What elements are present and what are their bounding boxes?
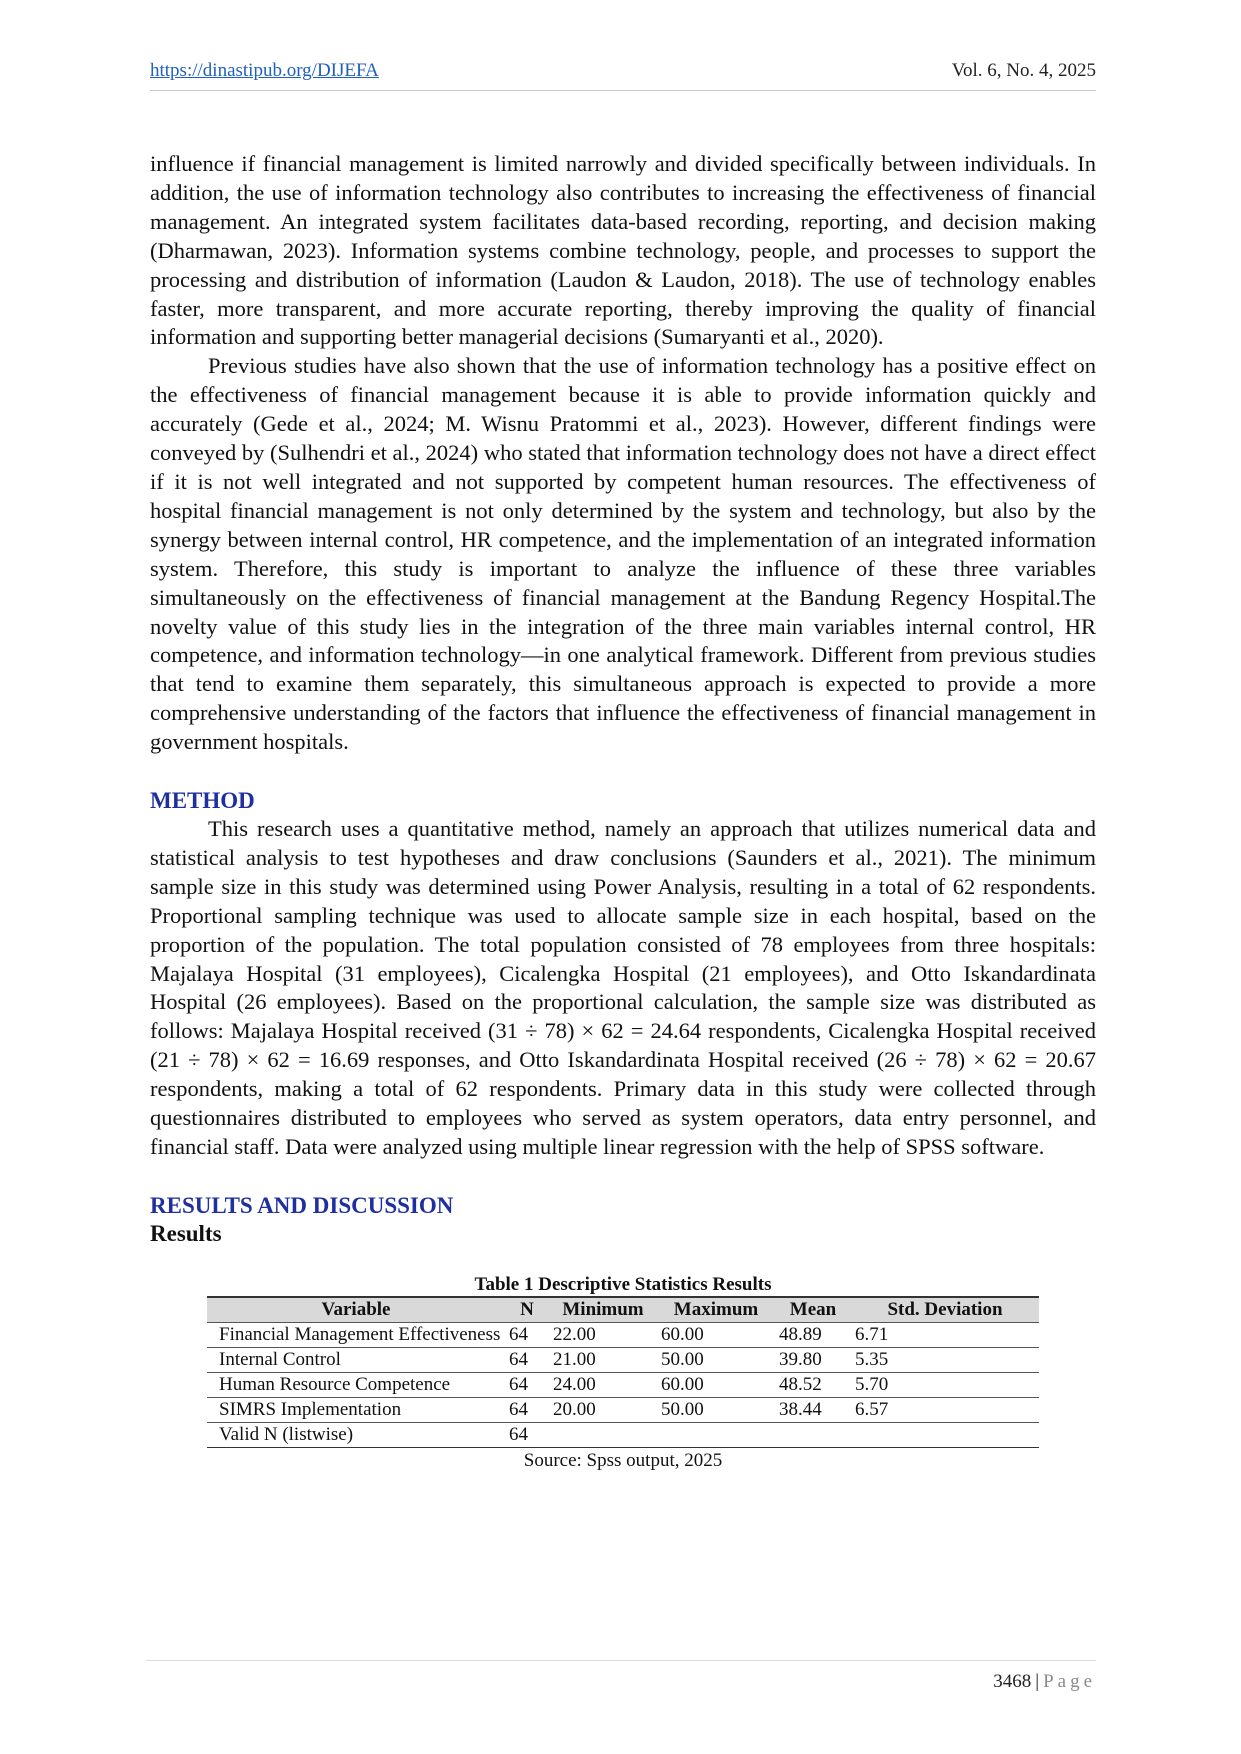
column-header: Std. Deviation	[851, 1297, 1039, 1323]
column-header: Maximum	[657, 1297, 775, 1323]
table-cell	[775, 1422, 851, 1447]
column-header: Variable	[207, 1297, 505, 1323]
table-row	[207, 1422, 1039, 1447]
page-content	[150, 150, 1096, 1472]
table-cell: 5.70	[851, 1372, 1039, 1397]
method-heading: METHOD	[150, 788, 255, 814]
table-cell: 38.44	[775, 1397, 851, 1422]
column-header: Minimum	[549, 1297, 657, 1323]
table-row	[207, 1397, 1039, 1422]
table-cell: 64	[505, 1372, 549, 1397]
table-cell: Internal Control	[207, 1347, 505, 1372]
table-cell	[657, 1422, 775, 1447]
table-cell: 6.57	[851, 1397, 1039, 1422]
table-cell: 20.00	[549, 1397, 657, 1422]
table-cell: Valid N (listwise)	[207, 1422, 505, 1447]
table-row	[207, 1322, 1039, 1347]
table-header-row	[207, 1297, 1039, 1323]
table-cell: 48.52	[775, 1372, 851, 1397]
table-title: Table 1 Descriptive Statistics Results	[474, 1273, 772, 1295]
table-cell: 6.71	[851, 1322, 1039, 1347]
journal-link[interactable]: https://dinastipub.org/DIJEFA	[150, 60, 379, 81]
table-cell	[549, 1422, 657, 1447]
table-cell: 60.00	[657, 1372, 775, 1397]
table-cell: 50.00	[657, 1347, 775, 1372]
table-cell: 60.00	[657, 1322, 775, 1347]
table-row	[207, 1372, 1039, 1397]
method-paragraph: This research uses a quantitative method, namely an approach that utilizes numerical data and statistical analysis to test hypotheses and draw conclusions (Saunders et al., 2021). The minimum sample size in this study was determined using Power Analysis, resulting in a total of 62 respondents. Proportional sampling technique was used to allocate sample size in each hospital, based on the proportion of the population. The total population consisted of 78 employees from three hospitals: Majalaya Hospital (31 employees), Cicalengka Hospital (21 employees), and Otto Iskandardinata Hospital (26 employees). Based on the proportional calculation, the sample size was distributed as follows: Majalaya Hospital received (31 ÷ 78) × 62 = 24.64 respondents, Cicalengka Hospital received (21 ÷ 78) × 62 = 16.69 responses, and Otto Iskandardinata Hospital received (26 ÷ 78) × 62 = 20.67 respondents, making a total of 62 respondents. Primary data in this study were collected through questionnaires distributed to employees who served as system operators, data entry personnel, and financial staff. Data were analyzed using multiple linear regression with the help of SPSS software.	[150, 816, 1096, 1159]
intro-paragraph-2: Previous studies have also shown that the use of information technology has a positive effect on the effectiveness of financial management because it is able to provide information quickly and accurately (Gede et al., 2024; M. Wisnu Pratommi et al., 2023). However, different findings were conveyed by (Sulhendri et al., 2024) who stated that information technology does not have a direct effect if it is not well integrated and not supported by competent human resources. The effectiveness of hospital financial management is not only determined by the system and technology, but also by the synergy between internal control, HR competence, and the implementation of an integrated information system. Therefore, this study is important to analyze the influence of these three variables simultaneously on the effectiveness of financial management at the Bandung Regency Hospital.The novelty value of this study lies in the integration of the three main variables internal control, HR competence, and information technology—in one analytical framework. Different from previous studies that tend to examine them separately, this simultaneous approach is expected to provide a more comprehensive understanding of the factors that influence the effectiveness of financial management in government hospitals.	[150, 353, 1096, 755]
table-cell: Human Resource Competence	[207, 1372, 505, 1397]
column-header: Mean	[775, 1297, 851, 1323]
intro-paragraph-1: influence if financial management is limited narrowly and divided specifically between individuals. In addition, the use of information technology also contributes to increasing the effectiveness of financial management. An integrated system facilitates data-based recording, reporting, and decision making (Dharmawan, 2023). Information systems combine technology, people, and processes to support the processing and distribution of information (Laudon & Laudon, 2018). The use of technology enables faster, more transparent, and more accurate reporting, thereby improving the quality of financial information and supporting better managerial decisions (Sumaryanti et al., 2020).	[150, 151, 1096, 350]
table-cell: 5.35	[851, 1347, 1039, 1372]
table-source: Source: Spss output, 2025	[523, 1449, 723, 1471]
page-number-block	[993, 1671, 1096, 1693]
table-cell: 64	[505, 1347, 549, 1372]
page-separator: |	[1035, 1671, 1040, 1692]
page-label: Page	[1043, 1671, 1096, 1692]
column-header: N	[505, 1297, 549, 1323]
table-cell: 50.00	[657, 1397, 775, 1422]
table-cell: SIMRS Implementation	[207, 1397, 505, 1422]
table-cell	[851, 1422, 1039, 1447]
page-number: 3468	[993, 1671, 1032, 1692]
table-cell: 64	[505, 1322, 549, 1347]
table-row	[207, 1347, 1039, 1372]
table-cell: Financial Management Effectiveness	[207, 1322, 505, 1347]
descriptive-statistics-table	[207, 1296, 1039, 1448]
table-cell: 21.00	[549, 1347, 657, 1372]
table-cell: 22.00	[549, 1322, 657, 1347]
page-footer	[146, 1660, 1096, 1692]
table-cell: 48.89	[775, 1322, 851, 1347]
table-cell: 64	[505, 1397, 549, 1422]
volume-info: Vol. 6, No. 4, 2025	[951, 60, 1096, 81]
page-header	[150, 58, 1096, 91]
results-subheading: Results	[150, 1220, 222, 1246]
table-cell: 39.80	[775, 1347, 851, 1372]
table-cell: 24.00	[549, 1372, 657, 1397]
results-heading: RESULTS AND DISCUSSION	[150, 1192, 454, 1218]
table-cell: 64	[505, 1422, 549, 1447]
